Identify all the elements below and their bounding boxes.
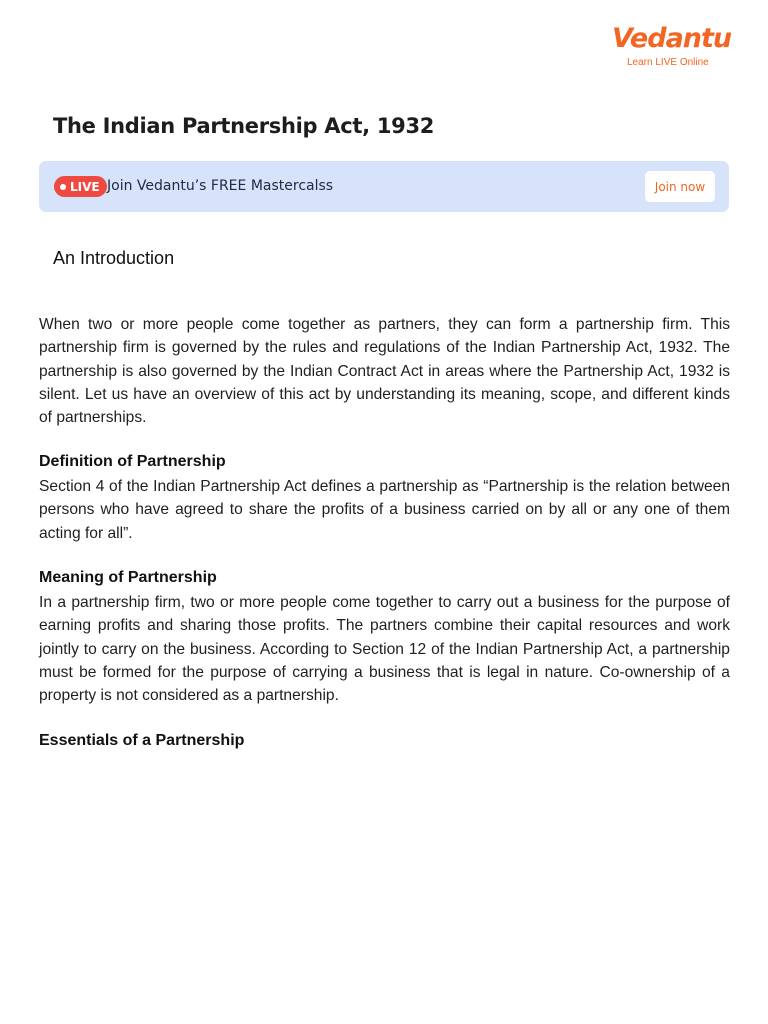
- definition-paragraph: Section 4 of the Indian Partnership Act defines a partnership as “Partnership is the relation between persons who have agreed to share the profits of a business carried on by all or any one of them acting for all”.: [39, 478, 730, 542]
- logo-wordmark: Vedantu: [612, 23, 732, 54]
- definition-heading: Definition of Partnership: [39, 453, 226, 470]
- live-label: LIVE: [70, 179, 100, 194]
- live-dot-icon: [60, 184, 66, 190]
- page-title: The Indian Partnership Act, 1932: [53, 114, 435, 138]
- live-badge: [54, 176, 107, 197]
- masterclass-banner: [39, 161, 729, 212]
- banner-text: Join Vedantu’s FREE Mastercalss: [107, 178, 334, 194]
- essentials-heading: Essentials of a Partnership: [39, 732, 245, 749]
- logo-tagline: Learn LIVE Online: [627, 57, 709, 68]
- meaning-heading: Meaning of Partnership: [39, 569, 217, 586]
- meaning-paragraph: In a partnership firm, two or more people come together to carry out a business for the purpose of earning profits and sharing those profits. The partners combine their capital resources and work jointly to carry on the business. According to Section 12 of the Indian Partnership Act, a partnership must be formed for the purpose of carrying a business that is legal in nature. Co-ownership of a property is not considered as a partnership.: [39, 594, 730, 705]
- join-now-button[interactable]: Join now: [645, 171, 715, 202]
- vedantu-logo[interactable]: [612, 23, 732, 72]
- introduction-heading: An Introduction: [53, 248, 175, 268]
- introduction-paragraph: When two or more people come together as partners, they can form a partnership firm. This partnership firm is governed by the rules and regulations of the Indian Partnership Act, 1932. The partnership is also governed by the Indian Contract Act in areas where the Partnership Act, 1932 is silent. Let us have an overview of this act by understanding its meaning, scope, and different kinds of partnerships.: [39, 316, 730, 427]
